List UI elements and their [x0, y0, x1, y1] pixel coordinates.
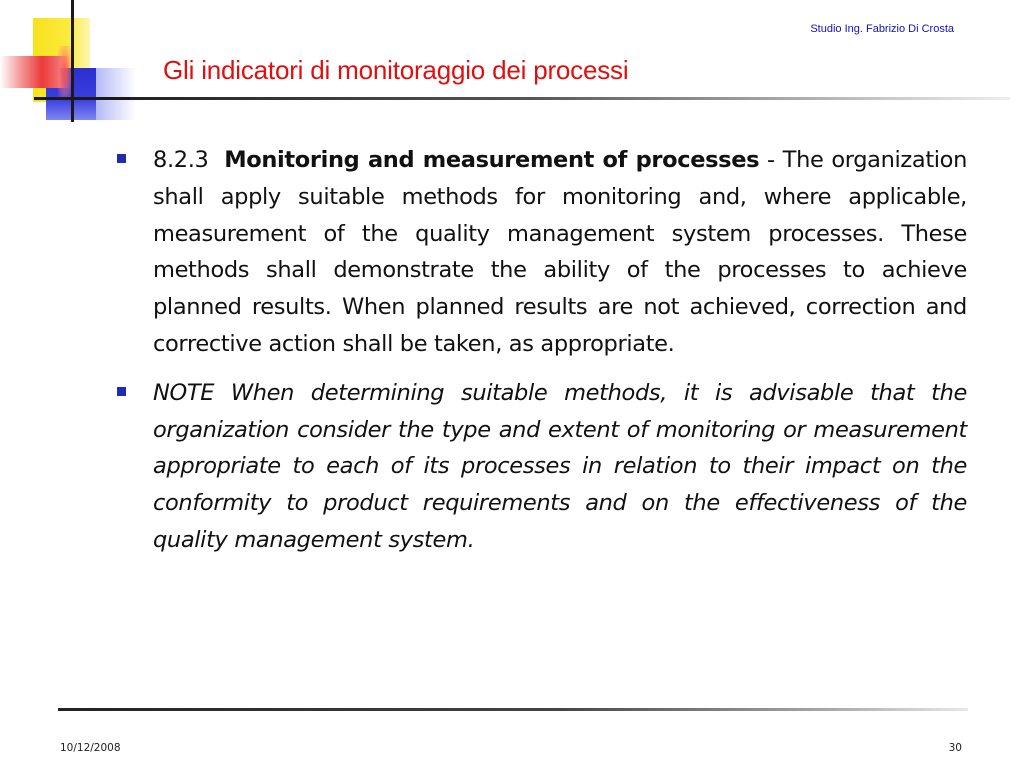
clause-body: The organization shall apply suitable methods for monitoring and, where applicable, measurement of the quality management system processes. These methods shall demonstrate the ability of the processes to achieve planned results. When planned results are not achieved, correction and corrective action shall be taken, as appropriate. — [153, 147, 968, 357]
clause-separator: - — [767, 147, 775, 173]
footer-divider — [58, 708, 968, 711]
header-studio-name: Studio Ing. Fabrizio Di Crosta — [810, 23, 954, 35]
logo-blue-fade — [96, 68, 136, 120]
bullet-text — [153, 142, 967, 363]
logo-red-glow — [58, 46, 72, 98]
logo-vertical-line — [71, 0, 74, 122]
slide-content — [115, 142, 967, 571]
square-bullet-icon — [117, 154, 126, 163]
footer-date: 10/12/2008 — [60, 742, 121, 754]
clause-number: 8.2.3 — [153, 147, 209, 173]
bullet-item — [115, 142, 967, 363]
note-text: NOTE When determining suitable methods, it is advisable that the organization consider the type and extent of monitoring or measurement appropriate to each of its processes in relation to their impact on the conformity to product requirements and on the effectiveness of the quality management system. — [153, 379, 967, 553]
page-number: 30 — [948, 742, 962, 754]
bullet-item — [115, 375, 967, 559]
slide-title: Gli indicatori di monitoraggio dei processi — [163, 55, 629, 85]
title-divider — [130, 97, 1010, 100]
clause-heading: Monitoring and measurement of processes — [224, 147, 760, 173]
square-bullet-icon — [117, 387, 126, 396]
